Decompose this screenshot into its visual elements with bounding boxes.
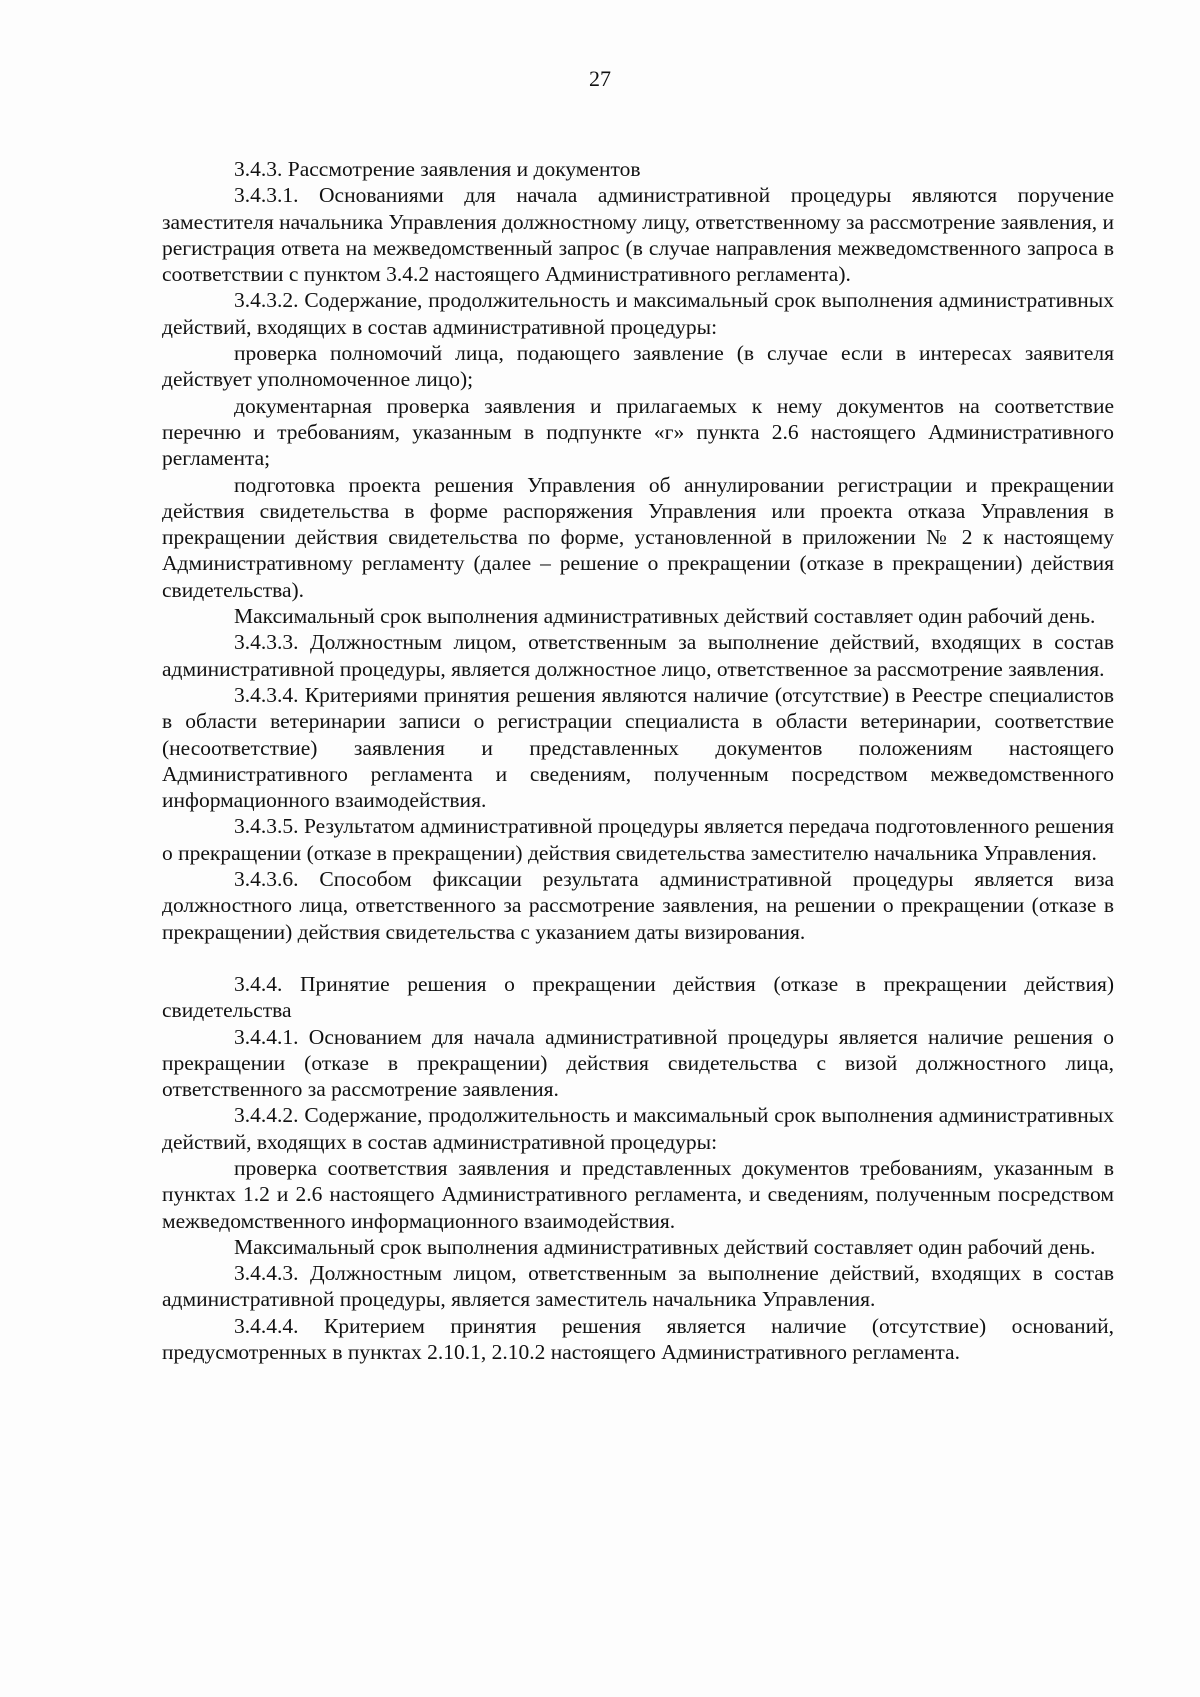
page-number: 27 — [589, 66, 611, 91]
section-spacer — [162, 945, 1114, 971]
action-item: проверка полномочий лица, подающего заявление (в случае если в интересах заявителя действует уполномоченное лицо); — [162, 341, 1114, 392]
paragraph-3-4-3-2: 3.4.3.2. Содержание, продолжительность и максимальный срок выполнения административных действий, входящих в состав административной процедуры: — [162, 288, 1114, 339]
paragraph-3-4-3-1: 3.4.3.1. Основаниями для начала административной процедуры являются поручение заместителя начальника Управления должностному лицу, ответственному за рассмотрение заявления, и регистрация ответа на межведомственный запрос (в случае направления межведомственного запроса в соответствии с пунктом 3.4.2 настоящего Административного регламента). — [162, 183, 1114, 287]
paragraph-3-4-3-4: 3.4.3.4. Критериями принятия решения являются наличие (отсутствие) в Реестре специалистов в области ветеринарии записи о регистрации специалиста в области ветеринарии, соответствие (несоответствие) заявления и представленных документов положениям настоящего Административного регламента и сведениям, полученным посредством межведомственного информационного взаимодействия. — [162, 682, 1114, 813]
document-body — [162, 156, 1114, 1365]
action-item: документарная проверка заявления и прилагаемых к нему документов на соответствие перечню и требованиям, указанным в подпункте «г» пункта 2.6 настоящего Административного регламента; — [162, 393, 1114, 471]
max-term-paragraph: Максимальный срок выполнения административных действий составляет один рабочий день. — [234, 604, 1096, 629]
action-item: проверка соответствия заявления и представленных документов требованиям, указанным в пунктах 1.2 и 2.6 настоящего Административного регламента, и сведениям, полученным посредством межведомственного информационного взаимодействия. — [162, 1155, 1114, 1233]
section-heading-3-4-3: 3.4.3. Рассмотрение заявления и документов — [234, 157, 641, 181]
paragraph-3-4-4-2: 3.4.4.2. Содержание, продолжительность и максимальный срок выполнения административных действий, входящих в состав административной процедуры: — [162, 1103, 1114, 1154]
paragraph-3-4-4-1: 3.4.4.1. Основанием для начала административной процедуры является наличие решения о прекращении (отказе в прекращении) действия свидетельства с визой должностного лица, ответственного за рассмотрение заявления. — [162, 1024, 1114, 1102]
paragraph-3-4-3-3: 3.4.3.3. Должностным лицом, ответственным за выполнение действий, входящих в состав административной процедуры, является должностное лицо, ответственное за рассмотрение заявления. — [162, 630, 1114, 681]
paragraph-3-4-4-3: 3.4.4.3. Должностным лицом, ответственным за выполнение действий, входящих в состав административной процедуры, является заместитель начальника Управления. — [162, 1261, 1114, 1312]
paragraph-3-4-4-4: 3.4.4.4. Критерием принятия решения является наличие (отсутствие) оснований, предусмотренных в пунктах 2.10.1, 2.10.2 настоящего Административного регламента. — [162, 1313, 1114, 1365]
paragraph-3-4-3-5: 3.4.3.5. Результатом административной процедуры является передача подготовленного решения о прекращении (отказе в прекращении) действия свидетельства заместителю начальника Управления. — [162, 814, 1114, 865]
paragraph-3-4-3-6: 3.4.3.6. Способом фиксации результата административной процедуры является виза должностного лица, ответственного за рассмотрение заявления, на решении о прекращении (отказе в прекращении) действия свидетельства с указанием даты визирования. — [162, 867, 1114, 944]
max-term-paragraph: Максимальный срок выполнения административных действий составляет один рабочий день. — [234, 1234, 1096, 1259]
section-heading-3-4-4: 3.4.4. Принятие решения о прекращении действия (отказе в прекращении действия) свидетельства — [162, 971, 1114, 1023]
action-item: подготовка проекта решения Управления об аннулировании регистрации и прекращении действия свидетельства в форме распоряжения Управления или проекта отказа Управления в прекращении действия свидетельства по форме, установленной в приложении № 2 к настоящему Административному регламенту (далее – решение о прекращении (отказе в прекращении) действия свидетельства). — [162, 472, 1114, 602]
